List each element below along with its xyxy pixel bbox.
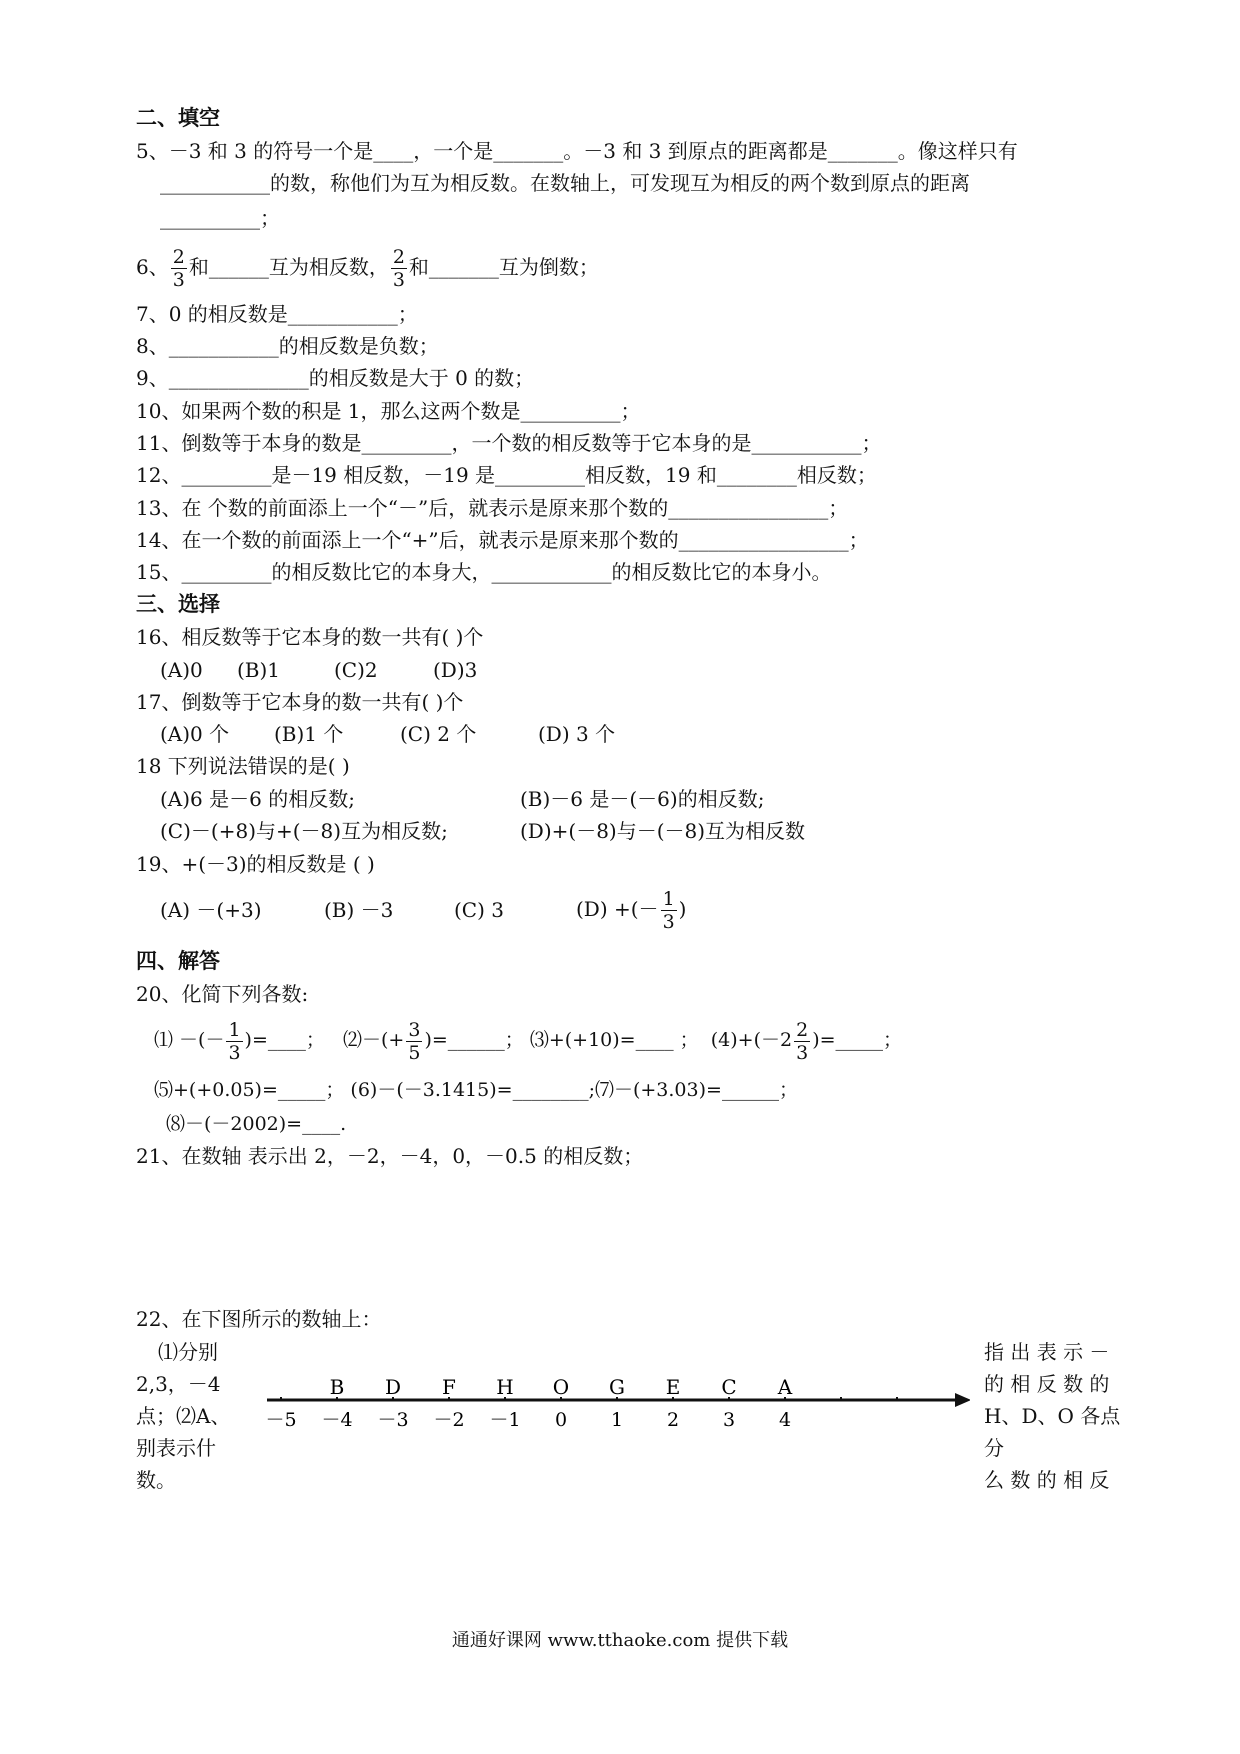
question-16-stem: 16、相反数等于它本身的数一共有( )个 — [136, 625, 484, 649]
part-3: ⑶+(+10)=____ ； — [529, 1029, 699, 1051]
question-13: 13、在 个数的前面添上一个“－”后，就表示是原来那个数的________________； — [136, 496, 849, 520]
number-line-point-label: B — [329, 1375, 345, 1399]
footer-credit: 通通好课网 www.tthaoke.com 提供下载 — [451, 1630, 789, 1651]
question-6 — [136, 240, 599, 294]
left-line-1: ⑴分别 — [158, 1340, 218, 1364]
question-15: 15、_________的相反数比它的本身大，____________的相反数比它的本身小。 — [136, 560, 832, 584]
question-5-line-3: __________； — [160, 206, 280, 230]
question-20-row-1 — [154, 1013, 902, 1067]
number-line-tick-label: 1 — [610, 1409, 624, 1431]
question-20-stem: 20、化简下列各数: — [136, 982, 309, 1006]
fraction-numerator: 2 — [392, 246, 405, 268]
question-7: 7、0 的相反数是___________； — [136, 302, 418, 326]
question-18-stem: 18 下列说法错误的是( ) — [136, 754, 350, 778]
question-18-option-d: (D)+(－8)与－(－8)互为相反数 — [520, 819, 806, 843]
question-5-line-1: 5、－3 和 3 的符号一个是____，一个是_______。－3 和 3 到原点的距离都是_______。像这样只有 — [136, 139, 1018, 163]
number-line-tick-label: －2 — [433, 1409, 465, 1431]
question-17-option-c: (C) 2 个 — [400, 722, 477, 746]
question-19-option-b: (B) －3 — [324, 898, 394, 922]
question-17-option-d: (D) 3 个 — [538, 722, 616, 746]
question-18-option-c: (C)－(+8)与+(－8)互为相反数; — [160, 819, 448, 843]
number-line-tick-label: －1 — [489, 1409, 521, 1431]
number-line-tick-label: －4 — [321, 1409, 353, 1431]
number-line-tick-label: 0 — [554, 1409, 568, 1431]
fraction-numerator: 2 — [796, 1018, 809, 1041]
fraction-denominator: 3 — [392, 269, 405, 291]
question-8: 8、___________的相反数是负数； — [136, 334, 439, 358]
number-line-tick-label: 4 — [778, 1409, 792, 1431]
question-6-suffix: 和_______互为倒数； — [408, 255, 599, 279]
part-1-fraction — [226, 1019, 242, 1064]
right-line-3: H、D、O 各点分 — [984, 1404, 1121, 1460]
question-10: 10、如果两个数的积是 1，那么这两个数是__________； — [136, 399, 641, 423]
fraction-numerator: 1 — [228, 1018, 241, 1041]
number-line-point-label: C — [721, 1375, 737, 1399]
fraction-numerator: 2 — [172, 246, 185, 268]
question-6-prefix: 6、 — [136, 255, 169, 279]
right-line-4: 么 数 的 相 反 — [984, 1468, 1110, 1492]
number-line-point-label: F — [442, 1375, 456, 1399]
number-line-tick-label: 3 — [722, 1409, 736, 1431]
left-line-2: 2,3，－4 — [136, 1372, 221, 1396]
question-6-fraction-2 — [391, 246, 407, 291]
option-d-fraction — [661, 888, 677, 933]
question-5-line-2: ___________的数，称他们为互为相反数。在数轴上，可发现互为相反的两个数到原点的距离 — [160, 171, 970, 195]
question-22-right-text — [984, 1336, 1124, 1496]
question-16-option-a: (A)0 — [160, 658, 203, 682]
part-2-suffix: )=______； — [424, 1029, 524, 1051]
question-11: 11、倒数等于本身的数是_________，一个数的相反数等于它本身的是___________； — [136, 431, 882, 455]
question-16-option-b: (B)1 — [237, 658, 281, 682]
left-line-3: 点；⑵A、 — [136, 1404, 231, 1428]
question-17-stem: 17、倒数等于它本身的数一共有( )个 — [136, 690, 464, 714]
number-line-point-label: A — [777, 1375, 793, 1399]
question-9: 9、______________的相反数是大于 0 的数； — [136, 366, 535, 390]
fraction-denominator: 3 — [796, 1041, 809, 1064]
number-line — [255, 1370, 970, 1440]
number-line-arrow-icon — [955, 1393, 970, 1407]
fraction-denominator: 5 — [408, 1041, 421, 1064]
number-line-point-label: D — [384, 1375, 402, 1399]
question-19-stem: 19、+(－3)的相反数是 ( ) — [136, 852, 375, 876]
question-21: 21、在数轴 表示出 2，－2，－4，0，－0.5 的相反数； — [136, 1144, 644, 1168]
number-line-point-label: O — [552, 1375, 570, 1399]
fraction-numerator: 3 — [408, 1018, 421, 1041]
section-heading-answer: 四、解答 — [136, 948, 220, 973]
number-line-point-label: G — [609, 1375, 625, 1399]
fraction-denominator: 3 — [228, 1041, 241, 1064]
part-2-fraction — [406, 1019, 422, 1064]
fraction-denominator: 3 — [662, 911, 675, 933]
question-22-left-text — [136, 1336, 246, 1496]
part-4-suffix: )=_____； — [812, 1029, 903, 1051]
question-20-row-3: ⑻－(－2002)=____. — [166, 1113, 347, 1135]
question-22-stem: 22、在下图所示的数轴上： — [136, 1307, 382, 1331]
fraction-denominator: 3 — [172, 269, 185, 291]
number-line-point-label: E — [665, 1375, 681, 1399]
number-line-tick-label: －5 — [265, 1409, 297, 1431]
question-18-option-a: (A)6 是－6 的相反数; — [160, 787, 355, 811]
part-1-prefix: ⑴ －(－ — [154, 1029, 225, 1051]
part-2-prefix: ⑵－(+ — [343, 1029, 405, 1051]
question-14: 14、在一个数的前面添上一个“+”后，就表示是原来那个数的_________________； — [136, 528, 869, 552]
question-20-row-2: ⑸+(+0.05)=_____； (6)－(－3.1415)=________;⑺－(+3.03)=______； — [154, 1079, 798, 1101]
option-d-prefix: (D) +(－ — [576, 897, 659, 921]
number-line-point-label: H — [496, 1375, 514, 1399]
question-16-option-d: (D)3 — [433, 658, 478, 682]
left-line-5: 数。 — [136, 1468, 176, 1492]
part-1-suffix: )=____； — [244, 1029, 325, 1051]
right-line-2: 的 相 反 数 的 — [984, 1372, 1110, 1396]
question-19-option-d — [576, 882, 686, 936]
number-line-tick-label: 2 — [666, 1409, 680, 1431]
question-6-fraction-1 — [171, 246, 187, 291]
question-19-option-c: (C) 3 — [454, 898, 504, 922]
fraction-numerator: 1 — [662, 888, 675, 910]
part-4-fraction — [794, 1019, 810, 1064]
option-d-suffix: ) — [678, 897, 687, 921]
right-line-1: 指 出 表 示 － — [984, 1340, 1110, 1364]
section-heading-choice: 三、选择 — [136, 591, 220, 616]
part-4-prefix: (4)+(－2 — [710, 1029, 793, 1051]
question-18-option-b: (B)－6 是－(－6)的相反数; — [520, 787, 765, 811]
section-heading-fill: 二、填空 — [136, 105, 220, 130]
question-19-option-a: (A) －(+3) — [160, 898, 262, 922]
number-line-tick-label: －3 — [377, 1409, 409, 1431]
question-12: 12、_________是－19 相反数，－19 是_________相反数，19 和________相反数； — [136, 463, 877, 487]
question-6-middle: 和______互为相反数， — [188, 255, 389, 279]
question-16-option-c: (C)2 — [334, 658, 378, 682]
left-line-4: 别表示什 — [136, 1436, 216, 1460]
question-17-option-b: (B)1 个 — [274, 722, 344, 746]
question-17-option-a: (A)0 个 — [160, 722, 230, 746]
